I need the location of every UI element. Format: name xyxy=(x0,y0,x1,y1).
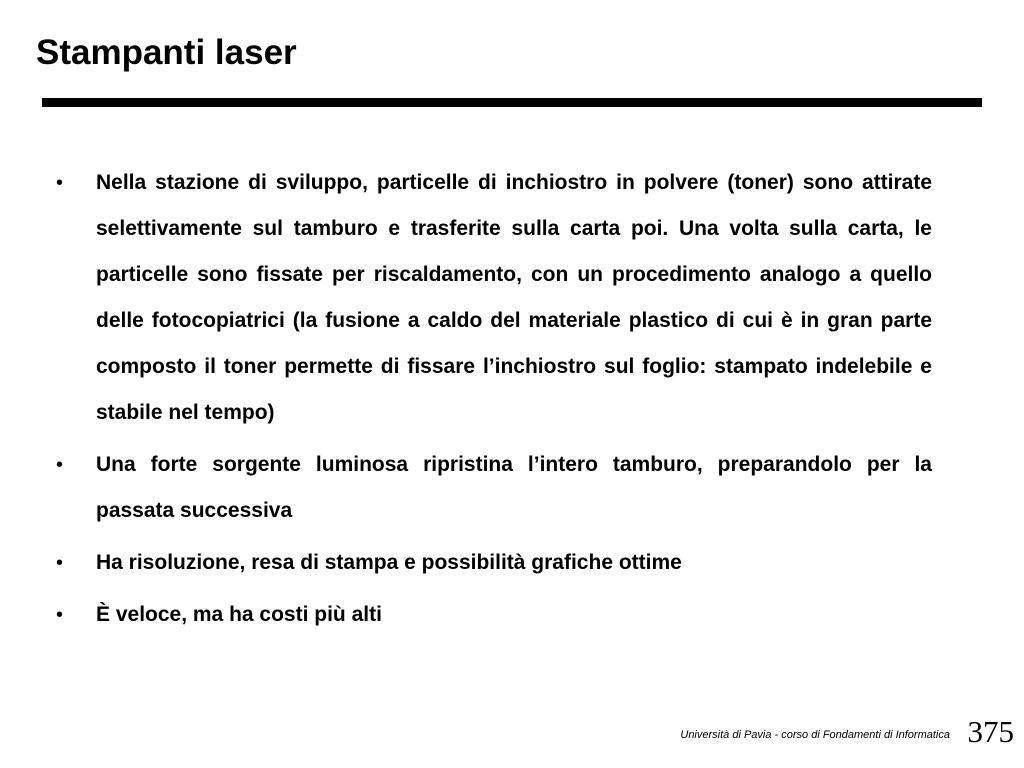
bullet-text: Ha risoluzione, resa di stampa e possibilità grafiche ottime xyxy=(96,551,682,574)
bullet-text: È veloce, ma ha costi più alti xyxy=(96,603,382,626)
page-number: 375 xyxy=(967,714,1014,749)
bullet-text: Una forte sorgente luminosa ripristina l’intero tamburo, preparandolo per la passata successiva xyxy=(96,453,932,522)
bullet-symbol: • xyxy=(56,604,64,626)
bullet-item xyxy=(56,442,932,534)
bullet-text: Nella stazione di sviluppo, particelle di inchiostro in polvere (toner) sono attirate selettivamente sul tamburo e trasferite sulla carta poi. Una volta sulla carta, le particelle sono fissate per riscaldamento, con un procedimento analogo a quello delle fotocopiatrici (la fusione a caldo del materiale plastico di cui è in gran parte composto il toner permette di fissare l’inchiostro sul foglio: stampato indelebile e stabile nel tempo) xyxy=(96,171,932,424)
bullet-list xyxy=(56,160,932,644)
bullet-symbol: • xyxy=(56,172,64,194)
bullet-item xyxy=(56,592,932,638)
footer-note: Università di Pavia - corso di Fondamenti di Informatica xyxy=(680,729,950,741)
bullet-item xyxy=(56,160,932,436)
title-divider xyxy=(42,98,982,107)
bullet-item xyxy=(56,540,932,586)
slide-title: Stampanti laser xyxy=(36,33,297,72)
bullet-symbol: • xyxy=(56,454,64,476)
bullet-symbol: • xyxy=(56,552,64,574)
